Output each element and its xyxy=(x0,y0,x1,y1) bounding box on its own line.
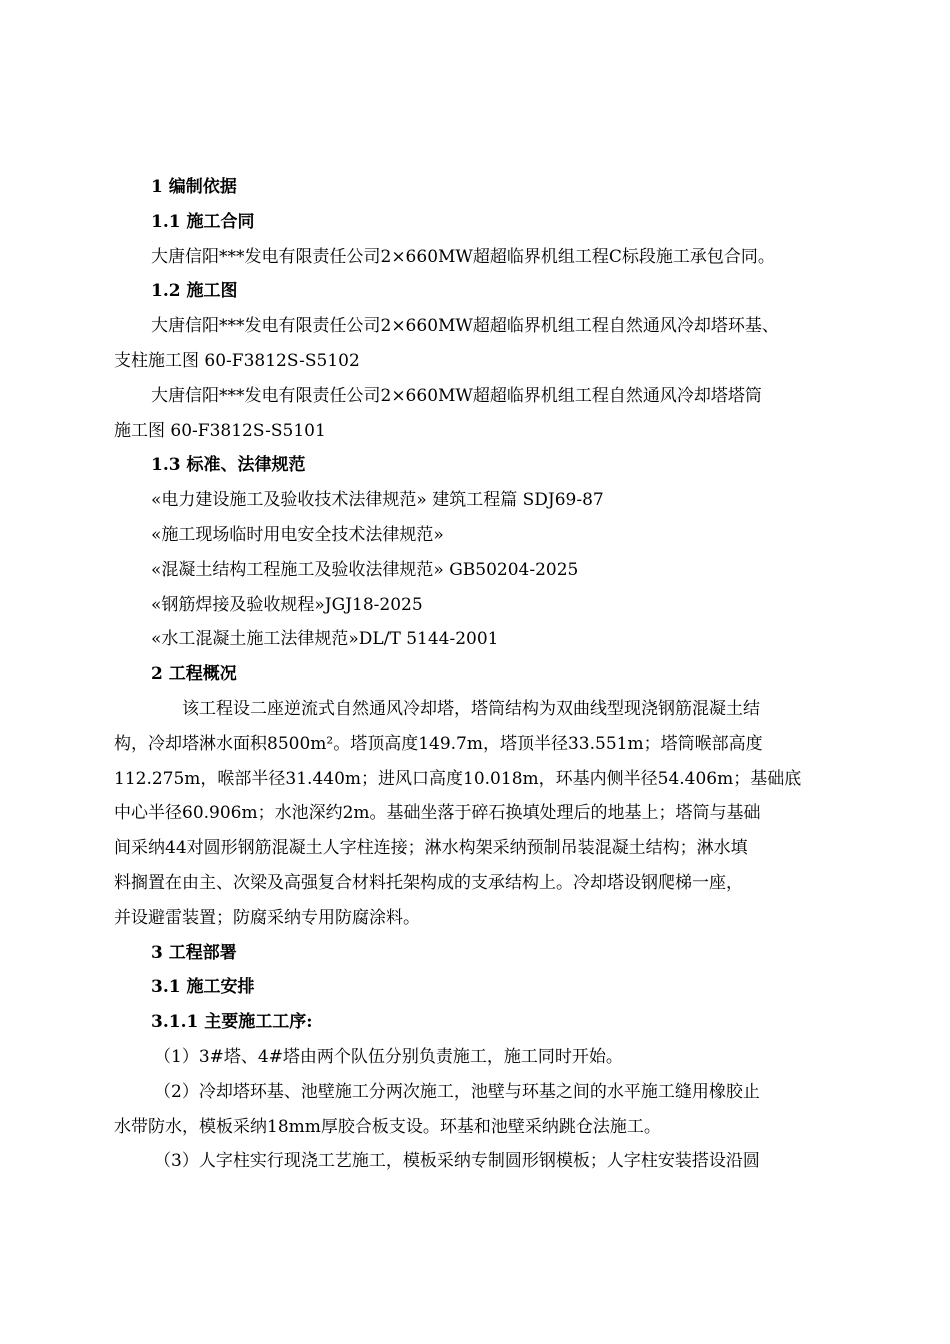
heading-section-3-1: 3.1 施工安排 xyxy=(151,977,255,998)
heading-section-1: 1 编制依据 xyxy=(151,177,237,197)
standard-item: «钢筋焊接及验收规程»JGJ18-2025 xyxy=(151,594,423,615)
procedure-item-2-line-1: （2）冷却塔环基、池壁施工分两次施工，池壁与环基之间的水平施工缝用橡胶止 xyxy=(154,1081,760,1102)
drawing-2-line-1: 大唐信阳***发电有限责任公司2×660MW超超临界机组工程自然通风冷却塔塔筒 xyxy=(151,385,762,406)
drawing-2-line-2: 施工图 60-F3812S-S5101 xyxy=(114,420,326,441)
heading-section-3: 3 工程部署 xyxy=(151,942,237,963)
standard-item: «水工混凝土施工法律规范»DL/T 5144-2001 xyxy=(151,629,499,650)
contract-paragraph: 大唐信阳***发电有限责任公司2×660MW超超临界机组工程C标段施工承包合同。 xyxy=(151,246,775,267)
overview-line: 并设避雷装置；防腐采纳专用防腐涂料。 xyxy=(114,907,420,928)
heading-section-1-1: 1.1 施工合同 xyxy=(151,211,255,232)
overview-line: 构，冷却塔淋水面积8500m²。塔顶高度149.7m，塔顶半径33.551m；塔筒喉部高度 xyxy=(114,733,763,754)
standard-item: «混凝土结构工程施工及验收法律规范» GB50204-2025 xyxy=(151,559,579,580)
procedure-item-1: （1）3#塔、4#塔由两个队伍分别负责施工，施工同时开始。 xyxy=(154,1046,623,1067)
heading-section-2: 2 工程概况 xyxy=(151,664,237,685)
procedure-item-2-line-2: 水带防水，模板采纳18mm厚胶合板支设。环基和池壁采纳跳仓法施工。 xyxy=(114,1116,661,1137)
heading-section-1-2: 1.2 施工图 xyxy=(151,281,238,302)
procedure-item-3-line-1: （3）人字柱实行现浇工艺施工，模板采纳专制圆形钢模板；人字柱安装搭设沿圆 xyxy=(154,1151,760,1172)
document-body xyxy=(114,170,832,1179)
overview-line: 中心半径60.906m；水池深约2m。基础坐落于碎石换填处理后的地基上；塔筒与基础 xyxy=(114,803,761,824)
standard-item: «电力建设施工及验收技术法律规范» 建筑工程篇 SDJ69-87 xyxy=(151,490,604,511)
overview-line: 该工程设二座逆流式自然通风冷却塔，塔筒结构为双曲线型现浇钢筋混凝土结 xyxy=(182,698,760,719)
heading-section-1-3: 1.3 标准、法律规范 xyxy=(151,455,306,476)
heading-section-3-1-1: 3.1.1 主要施工工序: xyxy=(151,1012,313,1033)
overview-line: 112.275m，喉部半径31.440m；进风口高度10.018m，环基内侧半径54.406m；基础底 xyxy=(114,768,802,789)
standard-item: «施工现场临时用电安全技术法律规范» xyxy=(151,524,444,545)
overview-line: 间采纳44对圆形钢筋混凝土人字柱连接；淋水构架采纳预制吊装混凝土结构；淋水填 xyxy=(114,838,748,859)
overview-line: 料搁置在由主、次梁及高强复合材料托架构成的支承结构上。冷却塔设钢爬梯一座， xyxy=(114,872,743,893)
drawing-1-line-2: 支柱施工图 60-F3812S-S5102 xyxy=(114,350,360,371)
drawing-1-line-1: 大唐信阳***发电有限责任公司2×660MW超超临界机组工程自然通风冷却塔环基、 xyxy=(151,316,779,337)
